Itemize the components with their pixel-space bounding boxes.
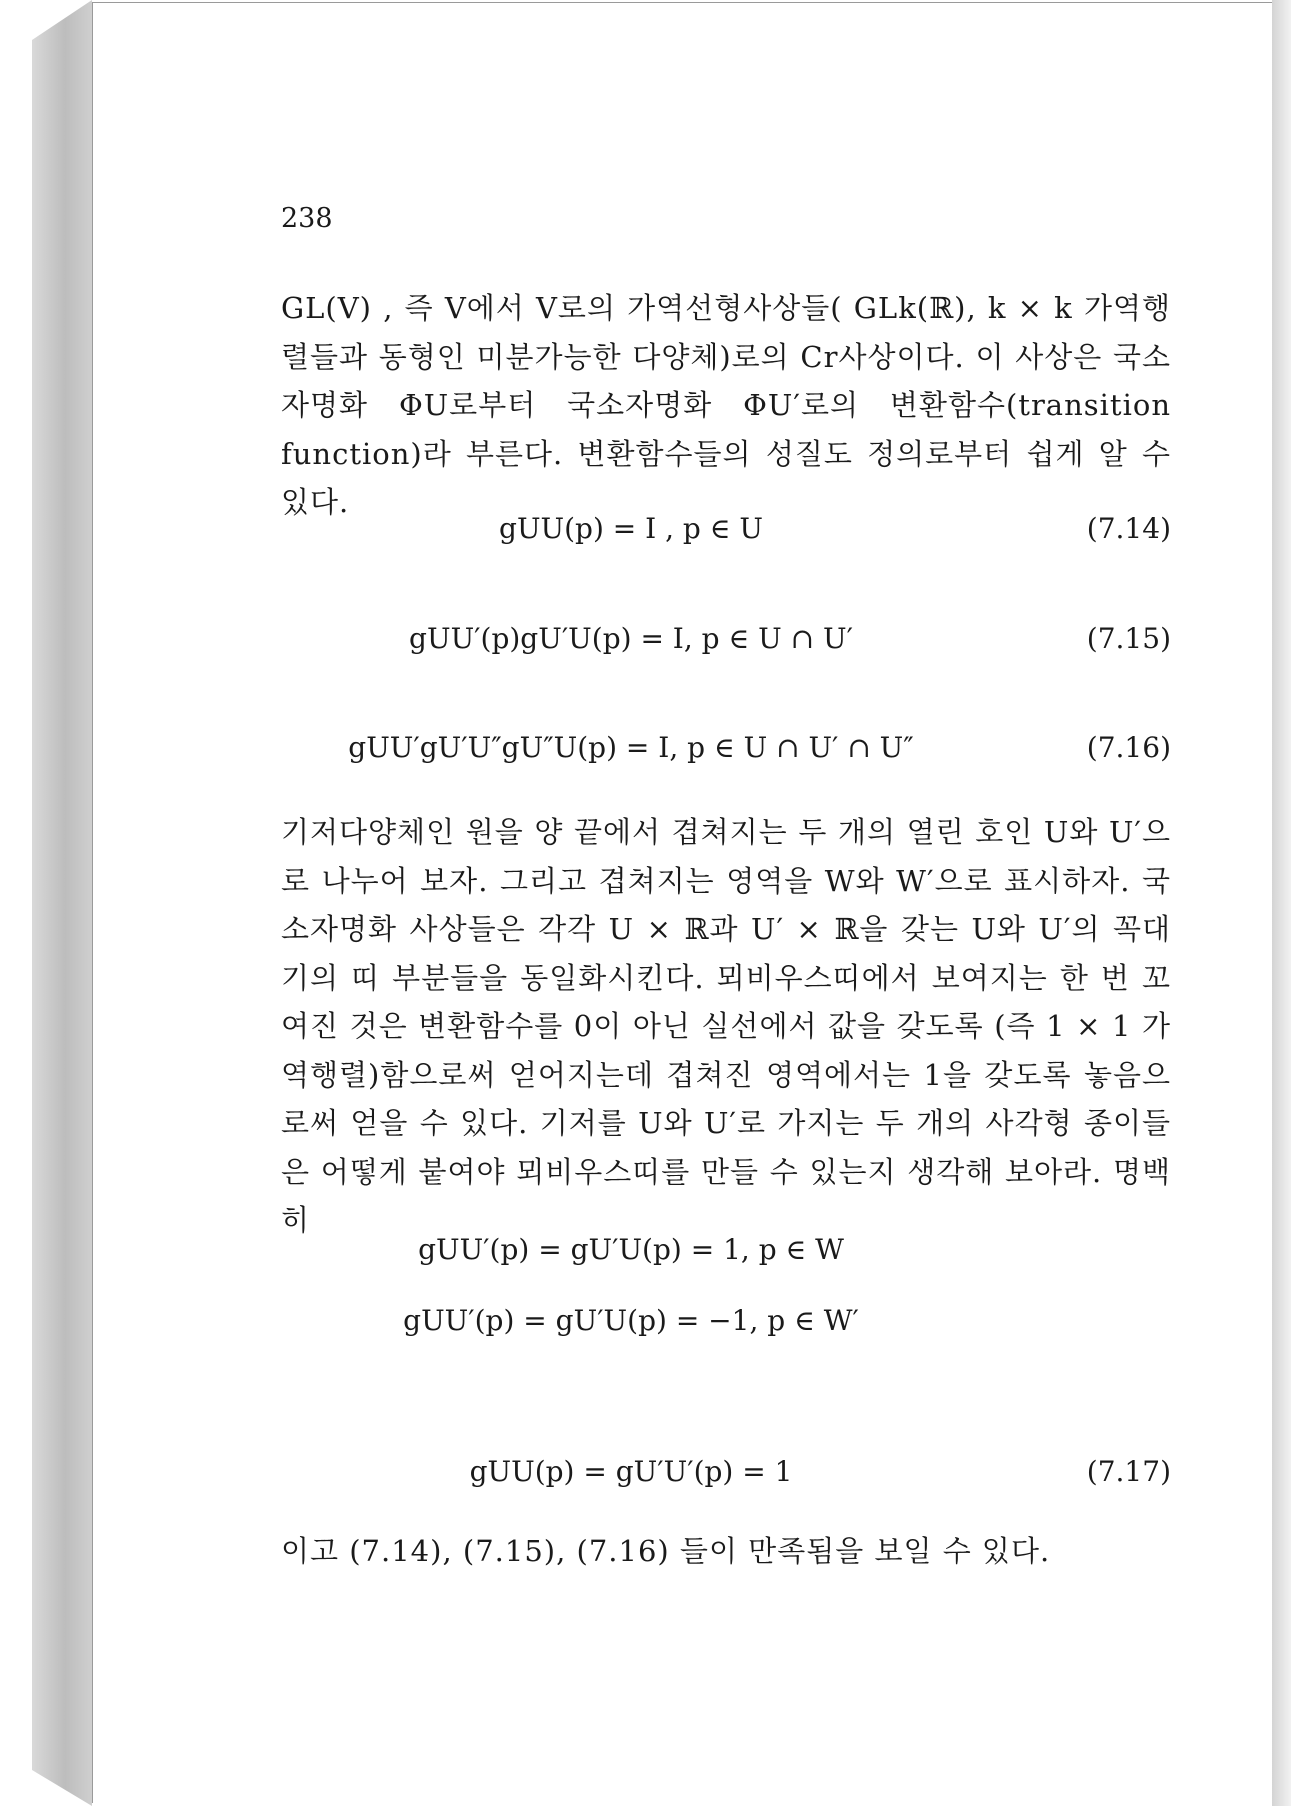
equation-7-15-tag: (7.15) [1086,622,1171,655]
page-edge-shadow [1272,0,1291,1806]
equation-7-17-formula: gUU(p) = gU′U′(p) = 1 [469,1455,793,1488]
equation-w-prime-formula: gUU′(p) = gU′U(p) = −1, p ∈ W′ [403,1304,859,1337]
equation-7-16-tag: (7.16) [1086,731,1171,764]
paragraph-3: 이고 (7.14), (7.15), (7.16) 들이 만족됨을 보일 수 있다. [281,1534,1051,1568]
equation-7-15 [281,622,1171,662]
equation-7-14-formula: gUU(p) = I , p ∈ U [499,512,763,545]
equation-w-formula: gUU′(p) = gU′U(p) = 1, p ∈ W [418,1233,844,1266]
equation-w-prime [281,1304,1171,1344]
equation-7-14 [281,512,1171,552]
paragraph-1: GL(V) , 즉 V에서 V로의 가역선형사상들( GLk(ℝ), k × k 가역행렬들과 동형인 미분가능한 다양체)로의 Cr사상이다. 이 사상은 국소자명화 ΦU로부터 국소자명화 ΦU′로의 변환함수(transition function)라 부른다. 변환함수들의 성질도 정의로부터 쉽게 알 수 있다. [281,291,1171,519]
equation-7-17 [281,1455,1171,1495]
page-number: 238 [281,203,333,234]
equation-7-17-tag: (7.17) [1086,1455,1171,1488]
equation-w [281,1233,1171,1273]
paragraph-2: 기저다양체인 원을 양 끝에서 겹쳐지는 두 개의 열린 호인 U와 U′으로 나누어 보자. 그리고 겹쳐지는 영역을 W와 W′으로 표시하자. 국소자명화 사상들은 각각 U × ℝ과 U′ × ℝ을 갖는 U와 U′의 꼭대기의 띠 부분들을 동일화시킨다. 뫼비우스띠에서 보여지는 한 번 꼬여진 것은 변환함수를 0이 아닌 실선에서 값을 갖도록 (즉 1 × 1 가역행렬)함으로써 얻어지는데 겹쳐진 영역에서는 1을 갖도록 놓음으로써 얻을 수 있다. 기저를 U와 U′로 가지는 두 개의 사각형 종이들은 어떻게 붙여야 뫼비우스띠를 만들 수 있는지 생각해 보아라. 명백히 [281,815,1171,1237]
book-spine [32,0,92,1806]
equation-7-15-formula: gUU′(p)gU′U(p) = I, p ∈ U ∩ U′ [409,622,853,655]
equation-7-16 [281,731,1171,771]
equation-7-16-formula: gUU′gU′U″gU″U(p) = I, p ∈ U ∩ U′ ∩ U″ [348,731,914,764]
equation-7-14-tag: (7.14) [1086,512,1171,545]
